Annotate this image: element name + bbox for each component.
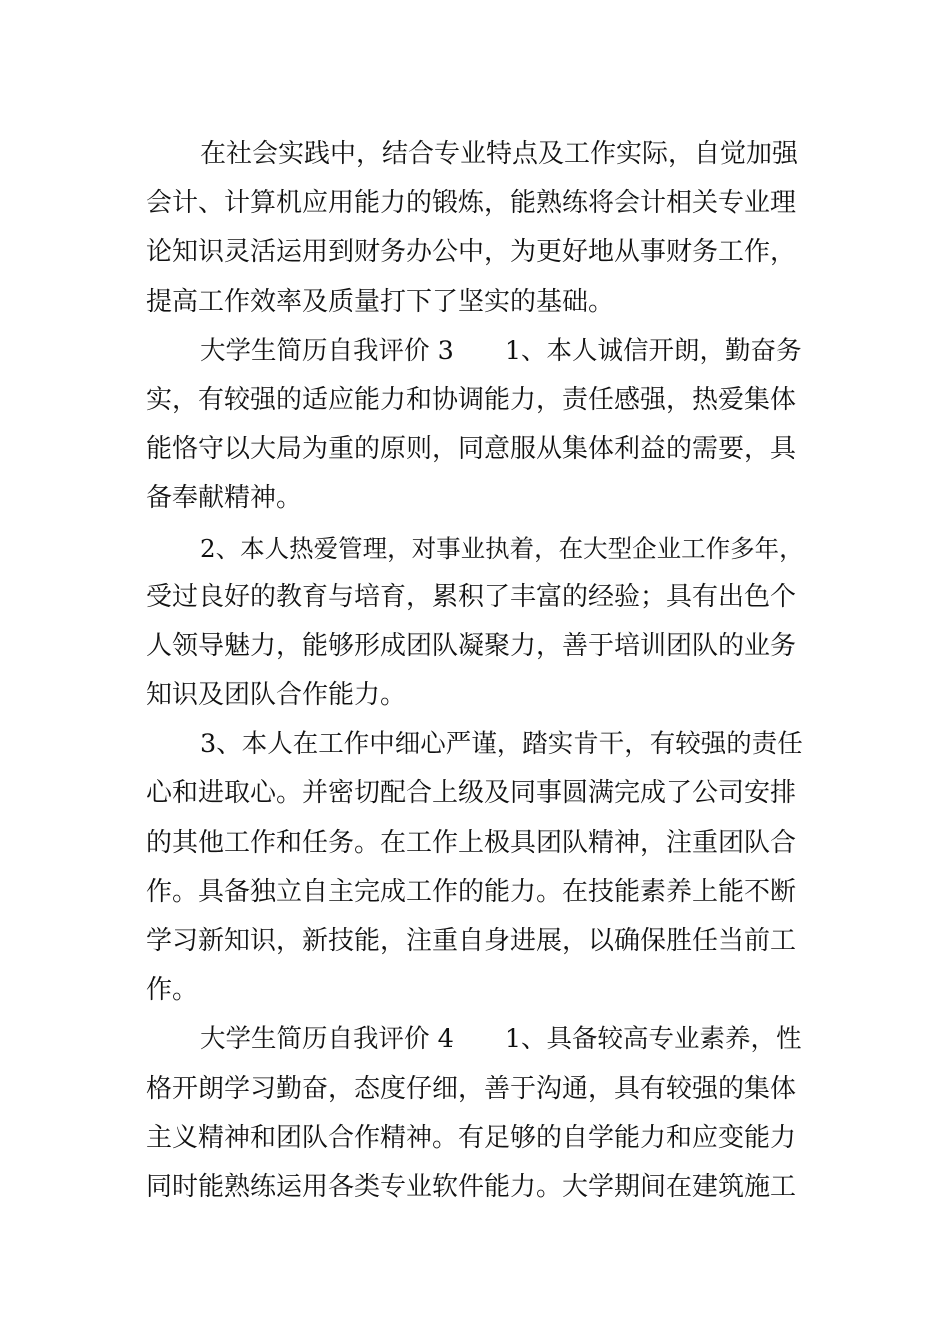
text-line: 能恪守以大局为重的原则，同意服从集体利益的需要，具 [146, 434, 797, 465]
text-line: 备奉献精神。 [146, 483, 303, 514]
text-line: 大学生简历自我评价 4 1、具备较高专业素养，性 [200, 1024, 802, 1055]
text-line: 作。具备独立自主完成工作的能力。在技能素养上能不断 [146, 876, 797, 907]
text-line: 大学生简历自我评价 3 1、本人诚信开朗，勤奋务 [200, 335, 802, 366]
text-line: 论知识灵活运用到财务办公中，为更好地从事财务工作， [146, 237, 797, 268]
document-body [146, 130, 811, 1212]
text-line: 学习新知识，新技能，注重自身进展，以确保胜任当前工 [146, 926, 797, 956]
text-line: 人领导魅力，能够形成团队凝聚力，善于培训团队的业务 [146, 630, 797, 661]
text-line: 实，有较强的适应能力和协调能力，责任感强，热爱集体 [146, 384, 797, 415]
text-line: 2、本人热爱管理，对事业执着，在大型企业工作多年， [200, 533, 804, 563]
text-line: 格开朗学习勤奋，态度仔细，善于沟通，具有较强的集体 [146, 1073, 797, 1104]
text-line: 3、本人在工作中细心严谨，踏实肯干，有较强的责任 [200, 729, 803, 760]
text-line: 主义精神和团队合作精神。有足够的自学能力和应变能力 [146, 1122, 797, 1153]
text-line: 作。 [146, 975, 199, 1006]
text-line: 的其他工作和任务。在工作上极具团队精神，注重团队合 [146, 827, 797, 858]
text-line: 受过良好的教育与培育，累积了丰富的经验；具有出色个 [146, 581, 797, 612]
text-line: 心和进取心。并密切配合上级及同事圆满完成了公司安排 [146, 778, 797, 809]
text-line: 知识及团队合作能力。 [146, 680, 407, 711]
text-line: 在社会实践中，结合专业特点及工作实际，自觉加强 [200, 139, 799, 169]
text-line: 会计、计算机应用能力的锻炼，能熟练将会计相关专业理 [146, 188, 797, 219]
text-line: 提高工作效率及质量打下了坚实的基础。 [146, 286, 615, 317]
text-line: 同时能熟练运用各类专业软件能力。大学期间在建筑施工 [146, 1171, 797, 1202]
